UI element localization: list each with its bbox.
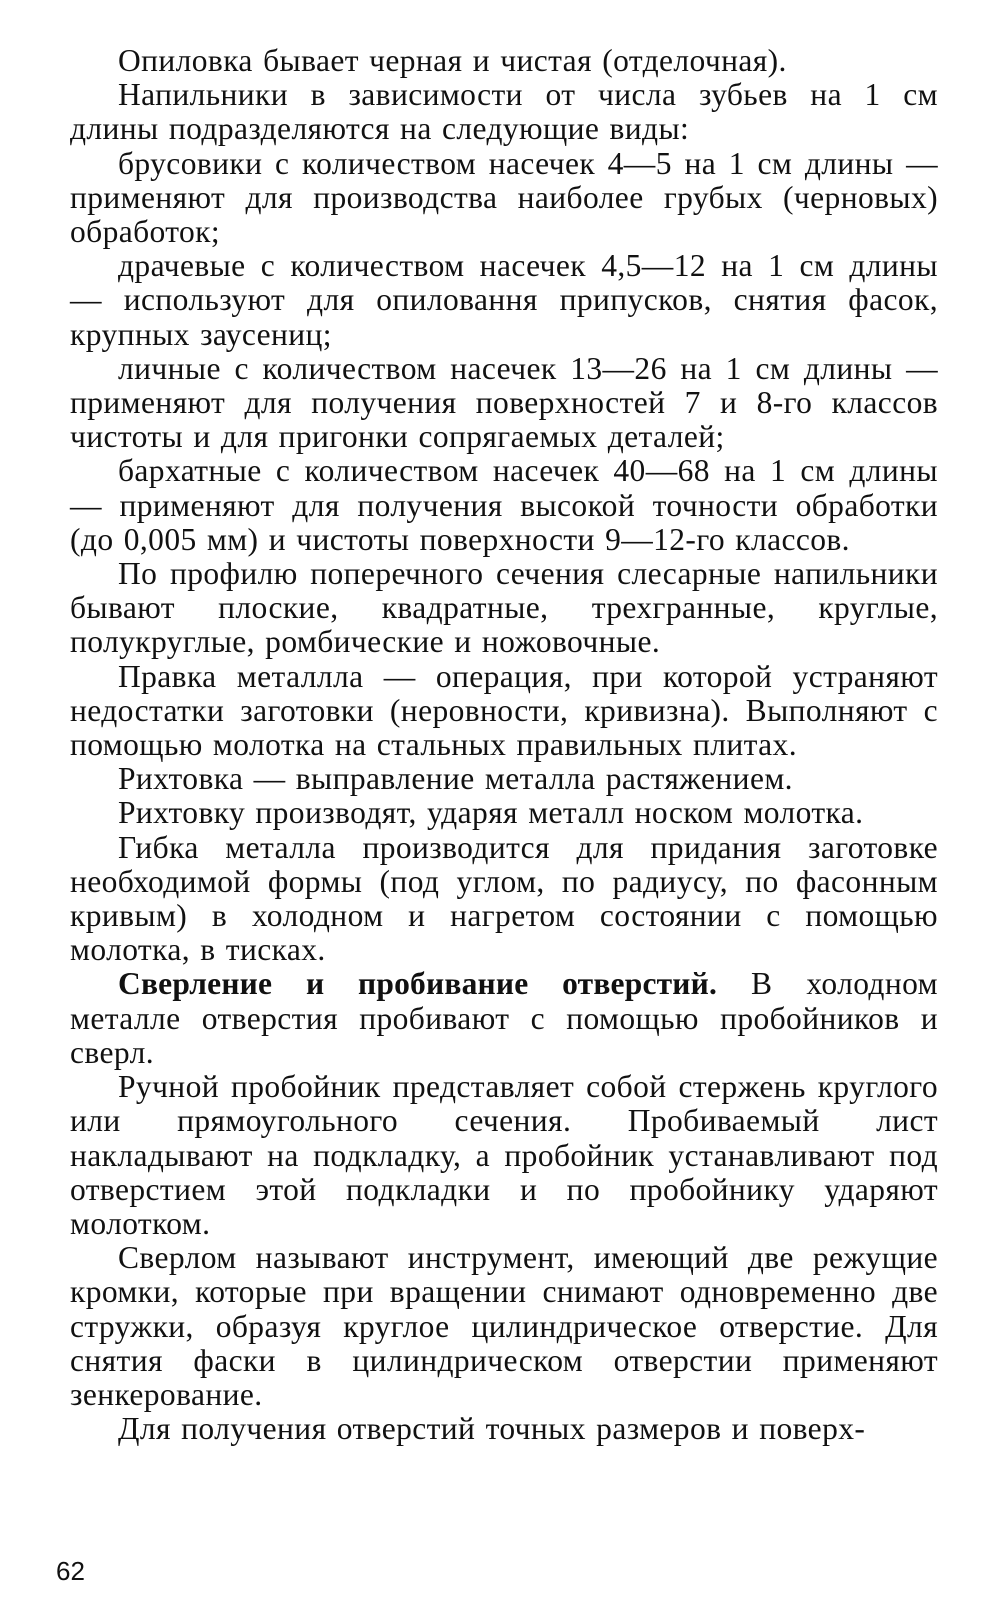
paragraph-13 <box>70 1070 938 1241</box>
section-heading: Сверление и пробивание отверстий. <box>118 966 718 1002</box>
paragraph-3-text: брусовики с количеством насечек 4—5 на 1 см длины — применяют для производства наиболее грубых (черновых) обработок; <box>70 145 938 250</box>
paragraph-8 <box>70 660 938 763</box>
paragraph-10 <box>70 796 938 830</box>
paragraph-7 <box>70 557 938 660</box>
paragraph-8-text: Правка металлла — операция, при которой устраняют недостатки заготовки (неровности, кривизна). Выполняют с помощью молотка на стальных правильных плитах. <box>70 658 938 763</box>
paragraph-5 <box>70 352 938 455</box>
paragraph-5-text: личные с количеством насечек 13—26 на 1 см длины — применяют для получения поверхностей 7 и 8-го классов чистоты и для пригонки сопрягаемых деталей; <box>70 350 938 455</box>
paragraph-15 <box>70 1412 938 1446</box>
paragraph-11 <box>70 831 938 968</box>
page-number: 62 <box>56 1556 85 1586</box>
paragraph-14-text: Сверлом называют инструмент, имеющий две режущие кромки, которые при вращении снимают одновременно две стружки, образуя круглое цилиндрическое отверстие. Для снятия фаски в цилиндрическом отверстии применяют зенкерование. <box>70 1240 938 1412</box>
paragraph-9 <box>70 762 938 796</box>
paragraph-9-text: Рихтовка — выправление металла растяжением. <box>118 761 793 797</box>
paragraph-11-text: Гибка металла производится для придания заготовке необходимой формы (под углом, по радиусу, по фасонным кривым) в холодном и нагретом состоянии с помощью молотка, в тисках. <box>70 829 938 968</box>
paragraph-12-text: В холодном металле отверстия пробивают с помощью пробойников и сверл. <box>70 966 938 1070</box>
paragraph-7-text: По профилю поперечного сечения слесарные напильники бывают плоские, квадратные, трехгранные, круглые, полукруглые, ромбические и ножовочные. <box>70 556 938 660</box>
paragraph-14 <box>70 1241 938 1412</box>
paragraph-10-text: Рихтовку производят, ударяя металл носком молотка. <box>118 795 864 831</box>
paragraph-4 <box>70 249 938 352</box>
paragraph-1-text: Опиловка бывает черная и чистая (отделочная). <box>118 43 787 78</box>
paragraph-1 <box>70 44 938 78</box>
paragraph-3 <box>70 147 938 250</box>
paragraph-12 <box>70 967 938 1070</box>
paragraph-15-text: Для получения отверстий точных размеров и поверх- <box>118 1411 866 1447</box>
paragraph-13-text: Ручной пробойник представляет собой стержень круглого или прямоугольного сечения. Пробиваемый лист накладывают на подкладку, а пробойник устанавливают под отверстием этой подкладки и по пробойнику ударяют молотком. <box>70 1069 938 1241</box>
paragraph-2 <box>70 78 938 146</box>
paragraph-4-text: драчевые с количеством насечек 4,5—12 на 1 см длины — используют для опиловання припусков, снятия фасок, крупных заусениц; <box>70 248 938 352</box>
page-body <box>70 44 938 1446</box>
paragraph-2-text: Напильники в зависимости от числа зубьев на 1 см длины подразделяются на следующие виды: <box>70 77 938 147</box>
paragraph-6-text: бархатные с количеством насечек 40—68 на 1 см длины — применяют для получения высокой точности обработки (до 0,005 мм) и чистоты поверхности 9—12-го классов. <box>70 453 938 557</box>
paragraph-6 <box>70 454 938 557</box>
